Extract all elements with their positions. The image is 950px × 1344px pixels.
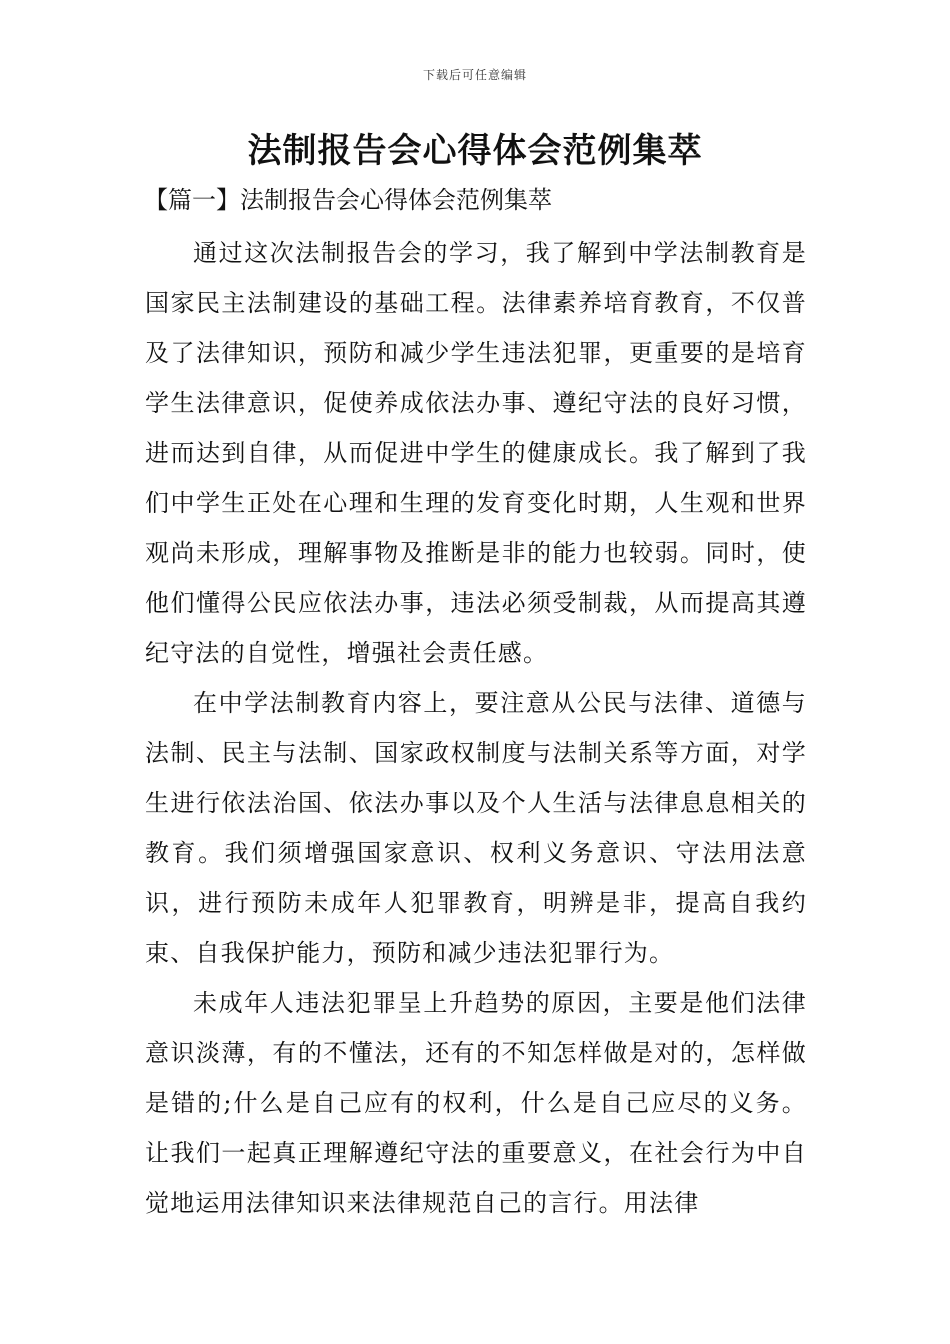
paragraph-1: 通过这次法制报告会的学习，我了解到中学法制教育是国家民主法制建设的基础工程。法律素养培育教育，不仅普及了法律知识，预防和减少学生违法犯罪，更重要的是培育学生法律意识，促使养成依法办事、遵纪守法的良好习惯，进而达到自律，从而促进中学生的健康成长。我了解到了我们中学生正处在心理和生理的发育变化时期，人生观和世界观尚未形成，理解事物及推断是非的能力也较弱。同时，使他们懂得公民应依法办事，违法必须受制裁，从而提高其遵纪守法的自觉性，增强社会责任感。 bbox=[145, 239, 807, 667]
document-title: 法制报告会心得体会范例集萃 bbox=[247, 131, 703, 171]
paragraph-2: 在中学法制教育内容上，要注意从公民与法律、道德与法制、民主与法制、国家政权制度与法制关系等方面，对学生进行依法治国、依法办事以及个人生活与法律息息相关的教育。我们须增强国家意识、权利义务意识、守法用法意识，进行预防未成年人犯罪教育，明辨是非，提高自我约束、自我保护能力，预防和减少违法犯罪行为。 bbox=[145, 689, 807, 967]
paragraph-3: 未成年人违法犯罪呈上升趋势的原因，主要是他们法律意识淡薄，有的不懂法，还有的不知怎样做是对的，怎样做是错的;什么是自己应有的权利，什么是自己应尽的义务。让我们一起真正理解遵纪守法的重要意义，在社会行为中自觉地运用法律知识来法律规范自己的言行。用法律 bbox=[145, 989, 807, 1217]
document-body bbox=[145, 228, 807, 1228]
section-heading: 【篇一】法制报告会心得体会范例集萃 bbox=[144, 186, 552, 214]
header-note: 下载后可任意编辑 bbox=[422, 68, 527, 82]
